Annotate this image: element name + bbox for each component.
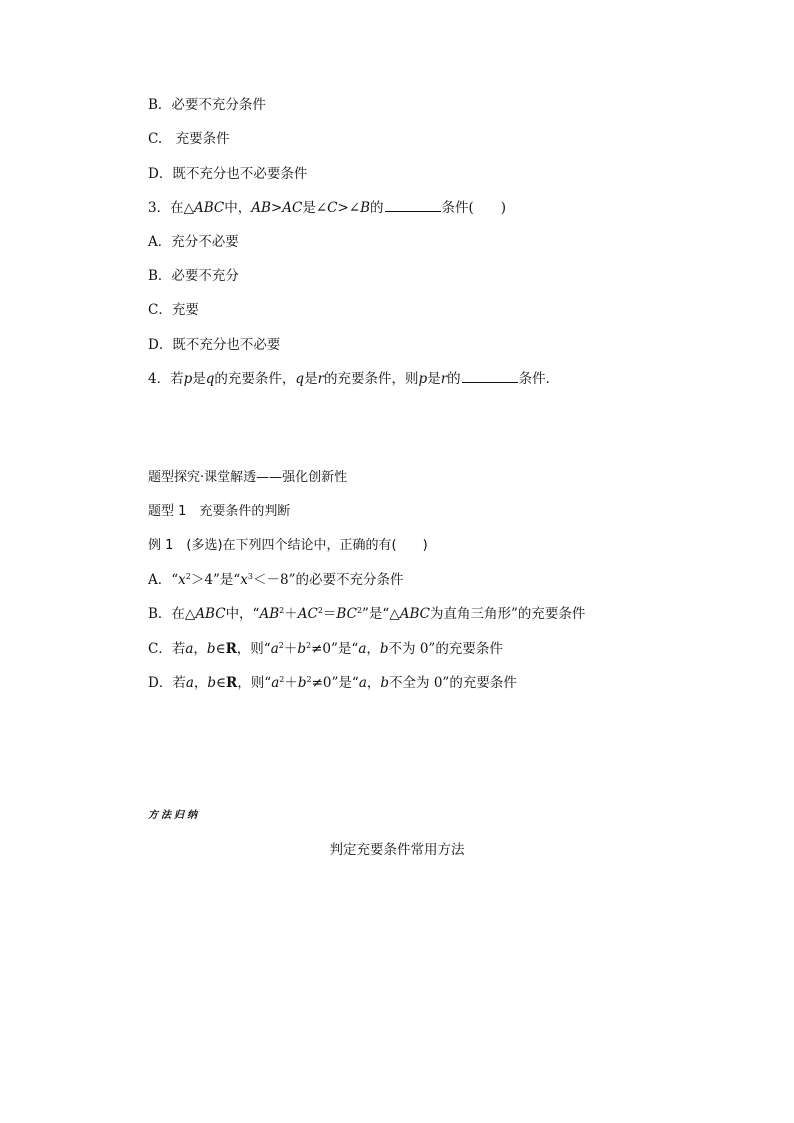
answer-blank: [462, 370, 518, 383]
topic-label: 题型 1 充要条件的判断: [148, 504, 291, 519]
example-option-c: C．若a，b∈R，则“$a^2+b^2\ne 0$”是“a，b不为 0”的充要条件: [148, 641, 503, 657]
question-4: 4．若p是q的充要条件，q是r的充要条件，则p是r的 条件．: [148, 371, 560, 387]
q3-option-d: D．既不充分也不必要: [148, 337, 281, 353]
method-label: 方法归纳: [148, 810, 200, 821]
example-option-d: D．若a，b∈R，则“$a^2+b^2\ne 0$”是“a，b不全为 0”的充要条件: [148, 675, 517, 691]
q3-option-b: B．必要不充分: [148, 268, 239, 284]
question-3: 3．在△ABC中，AB>AC是∠C>∠B的 条件( ): [148, 200, 507, 216]
example-label: 例 1 (多选)在下列四个结论中，正确的有( ): [148, 538, 428, 553]
example-option-a: A．“$x^2>4$”是“$x^3<-8$”的必要不充分条件: [148, 572, 404, 588]
example-option-b: B．在△ABC中，“$AB^2+AC^2=BC^2$”是“△ABC为直角三角形”的充要条件: [148, 606, 586, 622]
q3-option-c: C．充要: [148, 302, 199, 318]
answer-blank: [385, 199, 441, 212]
q3-option-a: A．充分不必要: [148, 234, 239, 250]
option-b: B．必要不充分条件: [148, 97, 266, 113]
option-d: D．既不充分也不必要条件: [148, 166, 308, 182]
section-title: 题型探究·课堂解透——强化创新性: [148, 470, 348, 485]
option-c: C. 充要条件: [148, 131, 230, 147]
method-title: 判定充要条件常用方法: [329, 842, 465, 858]
